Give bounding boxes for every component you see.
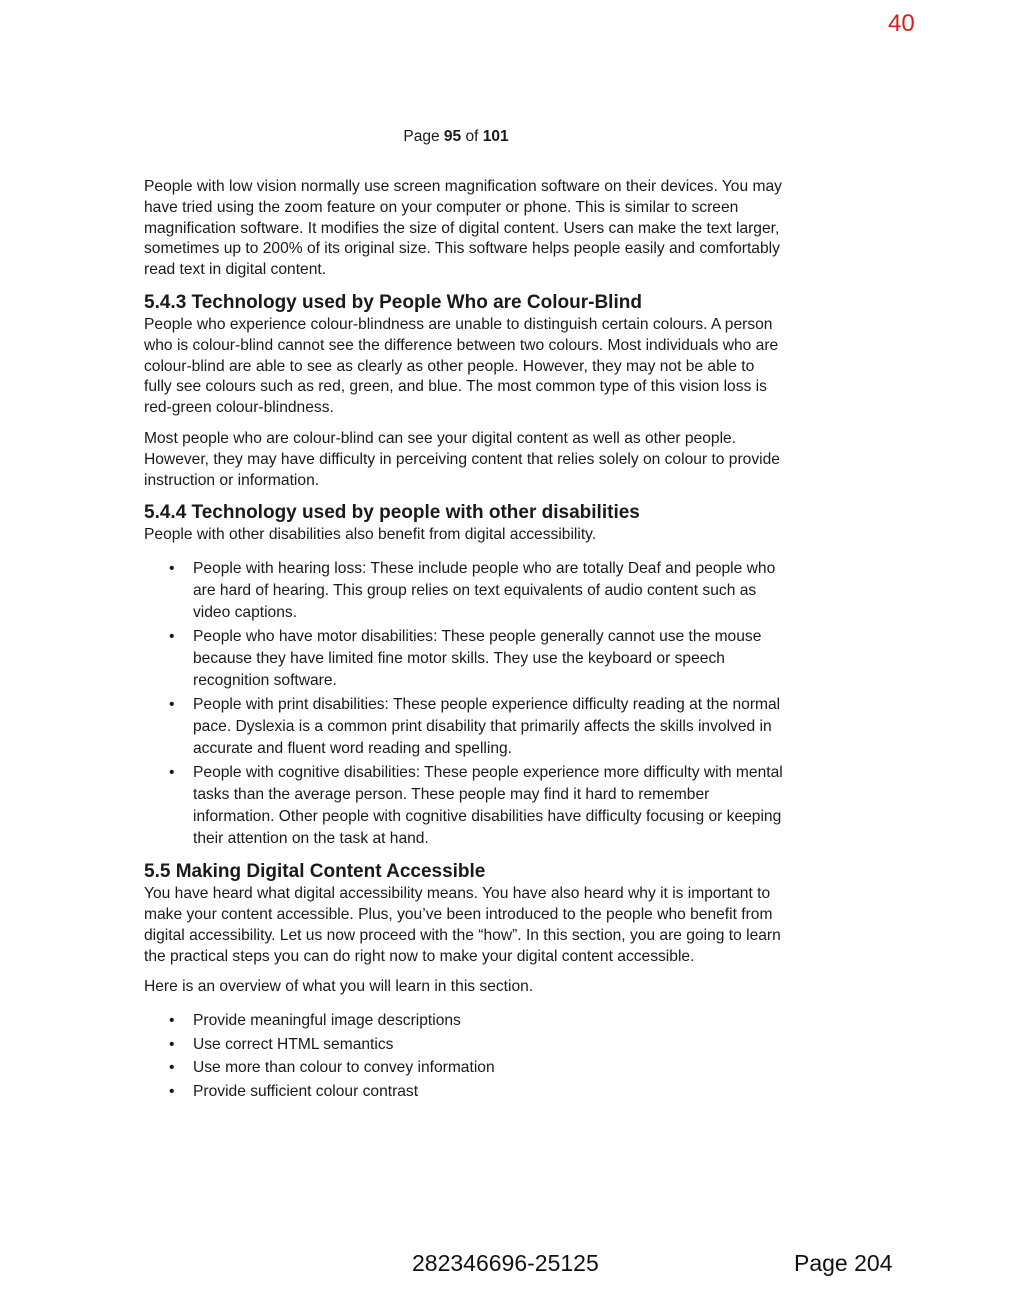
section-5-4-4-intro: People with other disabilities also benefit from digital accessibility. (144, 526, 597, 544)
section-heading-5-5: 5.5 Making Digital Content Accessible (144, 861, 486, 883)
list-item: • People with print disabilities: These people experience difficulty reading at the normal pace. Dyslexia is a common print disability that primarily affects the skills involved in accurate and fluent word reading and spelling. (193, 694, 784, 760)
footer-document-id: 282346696-25125 (412, 1250, 599, 1276)
list-item: • Provide sufficient colour contrast (193, 1081, 784, 1103)
section-5-4-3-paragraph: People who experience colour-blindness are unable to distinguish certain colours. A person who is colour-blind cannot see the difference between two colours. Most individuals who are colour-blind are able to see as clearly as other people. However, they may not be able to fully see colours such as red, green, and blue. The most common type of this vision loss is red-green colour-blindness. (144, 315, 779, 417)
page-indicator (0, 128, 912, 146)
disabilities-list (144, 558, 784, 850)
list-item: • People who have motor disabilities: These people generally cannot use the mouse because they have limited fine motor skills. They use the keyboard or speech recognition software. (193, 626, 784, 692)
intro-paragraph: People with low vision normally use screen magnification software on their devices. You may have tried using the zoom feature on your computer or phone. This is similar to screen magnification software. It modifies the size of digital content. Users can make the text larger, sometimes up to 200% of its original size. This software helps people easily and comfortably read text in digital content. (144, 178, 782, 279)
list-item: • People with hearing loss: These include people who are totally Deaf and people who are hard of hearing. This group relies on text equivalents of audio content such as video captions. (193, 558, 784, 624)
list-item: • People with cognitive disabilities: These people experience more difficulty with mental tasks than the average person. These people may find it hard to remember information. Other people with cognitive disabilities have difficulty focusing or keeping their attention on the task at hand. (193, 762, 784, 850)
overview-list (144, 1010, 784, 1103)
list-item: • Use more than colour to convey information (193, 1057, 784, 1079)
page-indicator-current: 95 (443, 128, 462, 145)
list-item: • Provide meaningful image descriptions (193, 1010, 784, 1032)
section-5-5-overview: Here is an overview of what you will learn in this section. (144, 978, 534, 996)
section-heading-5-4-4: 5.4.4 Technology used by people with other disabilities (144, 502, 640, 524)
page-indicator-middle: of (461, 128, 483, 145)
section-heading-5-4-3: 5.4.3 Technology used by People Who are Colour-Blind (144, 291, 642, 313)
list-item: • Use correct HTML semantics (193, 1034, 784, 1056)
document-body (144, 177, 784, 1113)
page-indicator-total: 101 (482, 128, 509, 145)
section-5-5-paragraph: You have heard what digital accessibility means. You have also heard why it is important to make your content accessible. Plus, you’ve been introduced to the people who benefit from digital accessibility. Let us now proceed with the “how”. In this section, you are going to learn the practical steps you can do right now to make your digital content accessible. (144, 885, 781, 965)
footer-page-label: Page 204 (794, 1250, 893, 1276)
corner-page-number: 40 (888, 10, 915, 37)
section-5-4-3-paragraph: Most people who are colour-blind can see your digital content as well as other people. However, they may have difficulty in perceiving content that relies solely on colour to provide instruction or information. (144, 429, 780, 489)
page-indicator-prefix: Page (403, 128, 444, 145)
